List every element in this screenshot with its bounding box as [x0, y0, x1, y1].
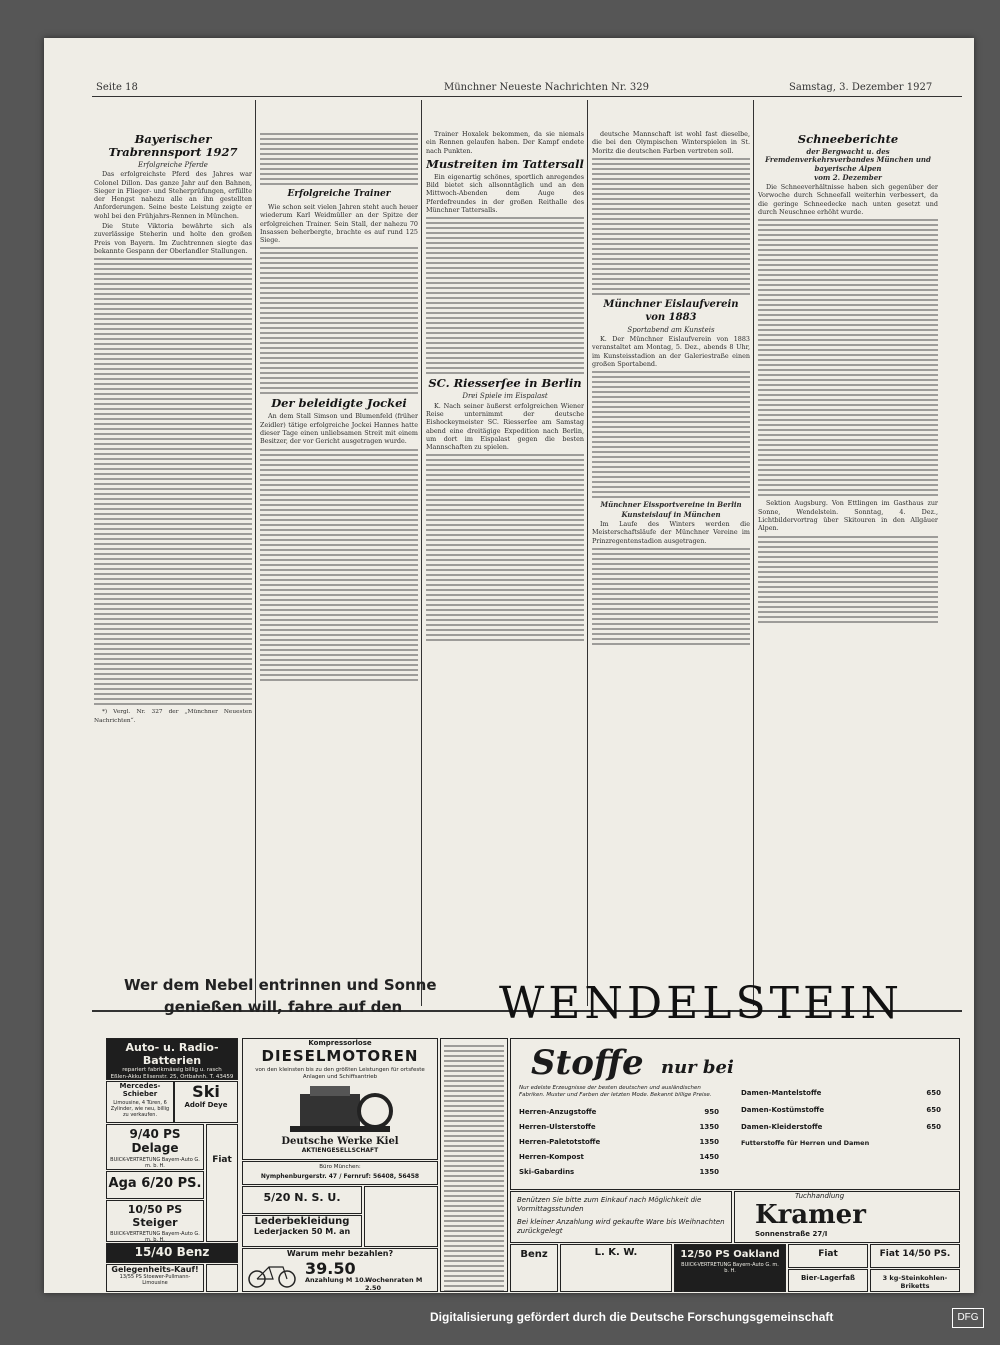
article-paragraph: Die Schneeverhältnisse haben sich gegenüber der Vorwoche durch Schneefall weiterhin verbessert, da die geringe Schneedecke nach unten gesetzt und durch Neuschnee erhöht wurde. — [758, 183, 938, 217]
ad-lederbekleidung — [242, 1215, 362, 1247]
section-subheading: Sportabend am Kunsteis — [627, 325, 715, 334]
article-text-block — [592, 371, 750, 498]
ad-kramer-brand — [734, 1191, 960, 1243]
ad-dieselmotoren — [242, 1038, 438, 1160]
newspaper-masthead: Münchner Neueste Nachrichten Nr. 329 — [444, 82, 649, 93]
section-heading: Erfolgreiche Trainer — [287, 189, 391, 199]
ad-aga — [106, 1171, 204, 1199]
ad-stoffe-kramer — [510, 1038, 960, 1190]
ad-firm-suffix: AKTIENGESELLSCHAFT — [301, 1147, 379, 1154]
ad-fahrrad — [242, 1248, 438, 1292]
ad-delage — [106, 1124, 204, 1170]
ad-title: 10/50 PS Steiger — [127, 1203, 183, 1229]
womenswear-list — [741, 1085, 941, 1150]
ad-kicker: Kompressorlose — [308, 1039, 372, 1047]
ad-text: BUICK-VERTRETUNG Bayern-Auto G. m. b. H. — [110, 1231, 200, 1242]
ad-firm: Deutsche Werke Kiel — [281, 1136, 399, 1147]
wendelstein-banner — [104, 976, 964, 1036]
ad-stoffe-notice — [510, 1191, 732, 1243]
price-row: Futterstoffe für Herren und Damen — [741, 1139, 870, 1147]
ad-notice: Bei kleiner Anzahlung wird gekaufte Ware bis Weihnachten zurückgelegt — [517, 1218, 725, 1235]
ad-intro: Nur edelste Erzeugnisse der besten deutschen und ausländischen Fabriken. Muster und Farben der letzten Mode. Bekannt billige Preise. — [519, 1085, 712, 1098]
article-title: Bayerischer Trabrennsport 1927 — [108, 132, 238, 159]
article-text-block — [260, 133, 418, 185]
digitization-credit: Digitalisierung gefördert durch die Deutsche Forschungsgemeinschaft — [430, 1310, 834, 1324]
article-text-block — [758, 536, 938, 623]
ad-schieber — [106, 1081, 174, 1123]
ad-benz-2 — [510, 1244, 558, 1292]
article-paragraph: deutsche Mannschaft ist wohl fast dieselbe, die bei den Olympischen Winterspielen in St. Moritz die deutschen Farben vertreten soll. — [592, 130, 750, 155]
banner-line-1: Wer dem Nebel entrinnen und Sonne — [124, 976, 437, 994]
ad-title: Aga 6/20 PS. — [108, 1176, 202, 1191]
section-heading: Der beleidigte Jockei — [271, 396, 407, 411]
article-paragraph: Trainer Hoxalek bekommen, da sie niemals ein Rennen gelaufen haben. Der Kampf endete nach Punkten. — [426, 130, 584, 155]
ad-title: Mercedes-Schieber — [119, 1082, 161, 1098]
article-text-block — [758, 219, 938, 496]
section-heading: Mustreiten im Tattersall — [426, 156, 584, 171]
ad-price: 39.50 — [305, 1259, 356, 1278]
banner-line-2: genießen will, fahre auf den — [164, 998, 403, 1016]
section-subheading: Kunsteislauf in München — [621, 509, 721, 519]
section-subheading: Drei Spiele im Eispalast — [462, 392, 548, 401]
article-column-2 — [260, 130, 418, 1010]
article-text-block — [592, 548, 750, 645]
article-paragraph: K. Nach seiner äußerst erfolgreichen Wiener Reise unternimmt der deutsche Eishockeymeister SC. Riesserſee am Samstag abend eine dreitägige Expedition nach Berlin, um dort im Eispalast gegen die besten Mannschaften zu spielen. — [426, 401, 584, 452]
engine-illustration — [280, 1084, 400, 1134]
ad-title: 9/40 PS Delage — [129, 1127, 181, 1155]
article-column-3 — [426, 130, 584, 1010]
article-subtitle: Erfolgreiche Pferde — [138, 161, 208, 169]
ad-title: Fiat — [818, 1249, 838, 1259]
article-paragraph: Wie schon seit vielen Jahren steht auch heuer wiederum Karl Weidmüller an der Spitze der erfolgreichen Trainer. Sein Stall, der nahezu 70 Insassen beherbergte, brachte es auf rund 125 Siege. — [260, 203, 418, 245]
column-divider — [753, 100, 754, 1006]
ad-city: Büro München: — [319, 1164, 361, 1170]
ad-handlung: Tuchhandlung — [795, 1192, 845, 1200]
ad-title: Auto- u. Radio-Batterien — [125, 1041, 219, 1067]
menswear-list — [519, 1105, 719, 1180]
ad-lkw — [560, 1244, 672, 1292]
ad-brand: Kramer — [755, 1200, 866, 1230]
price-row: Ski-Gabardins 1350 — [519, 1168, 719, 1176]
ad-title: Lederbekleidung — [254, 1216, 350, 1227]
ad-firm: Eßlen-Akku Elisenstr. 25, Ortbahnh. T. 43459 — [110, 1073, 234, 1080]
ad-title: Ski — [192, 1082, 220, 1101]
ad-address: Nymphenburgerstr. 47 / Fernruf: 56408, 56458 — [260, 1172, 420, 1180]
section-heading: SC. Riesserſee in Berlin — [428, 376, 582, 391]
article-column-4 — [592, 130, 750, 1010]
article-paragraph: Ein eigenartig schönes, sportlich anregendes Bild bietet sich allsonntäglich und an den Mittwoch-Abenden dem Auge des Pferdefreundes in der großen Reithalle des Münchner Tattersalls. — [426, 172, 584, 215]
listing-text — [441, 1039, 507, 1292]
section-subheading: Münchner Eissportvereine in Berlin — [600, 500, 742, 510]
article-paragraph: Sektion Augsburg. Von Ettlingen im Gasthaus zur Sonne, Wendelstein. Sonntag, 4. Dez., Lichtbildervortrag über Skitouren in den Allgäuer Alpen. — [758, 499, 938, 533]
section-subheading: der Bergwacht u. des Fremdenverkehrsverbandes München und bayerische Alpen — [765, 147, 931, 173]
ad-title: 15/40 Benz — [134, 1245, 210, 1259]
ad-title: Benz — [520, 1249, 548, 1260]
ad-ski — [174, 1081, 238, 1123]
ad-diesel-address — [242, 1161, 438, 1185]
price-row: Herren-Anzugstoffe 950 — [519, 1108, 719, 1116]
ad-title: DIESELMOTOREN — [261, 1047, 419, 1065]
column-divider — [421, 100, 422, 1006]
ad-title: 5/20 N. S. U. — [263, 1191, 341, 1204]
report-date: vom 2. Dezember — [814, 172, 882, 182]
price-row: Damen-Kleiderstoffe 650 — [741, 1123, 941, 1131]
article-paragraph: K. Der Münchner Eislaufverein von 1883 veranstaltet am Montag, 5. Dez., abends 8 Uhr, im Kunsteisstadion an der Galeriestraße einen großen Sportabend. — [592, 335, 750, 369]
ad-title: 3 kg-Steinkohlen-Briketts — [882, 1274, 948, 1290]
ad-title: Stoffe — [531, 1043, 644, 1083]
article-column-5 — [758, 130, 938, 1010]
bicycle-illustration — [247, 1261, 297, 1289]
ad-oakland — [674, 1244, 786, 1292]
ad-title: Bier-Lagerfaß — [800, 1274, 856, 1282]
banner-headline: WENDELSTEIN — [499, 978, 903, 1029]
article-text-block — [94, 258, 252, 705]
ad-subtitle: Lederjacken 50 M. an — [253, 1227, 351, 1236]
article-paragraph: Das erfolgreichste Pferd des Jahres war Colonel Dillon. Das ganze Jahr auf den Bahnen, Sieger in Flieger- und Steherprüfungen, erfüllte der Hengst nahezu alle an ihn gestellten Anforderungen. Seine beste Leistung zeigte er wohl bei den Frühjahrs-Rennen in München. — [94, 170, 252, 220]
ad-fiat-14-50 — [870, 1244, 960, 1268]
section-heading: Münchner Eislaufverein von 1883 — [603, 298, 739, 323]
article-paragraph: An dem Stall Simson und Blumenfeld (früher Zeidler) tätige erfolgreiche Jockei Hannes hatte dieser Tage einen unliebsamen Streit mit einem Besitzer, der vor Gericht ausgetragen wurde. — [260, 412, 418, 446]
ad-briketts — [870, 1269, 960, 1292]
header-rule — [92, 96, 962, 97]
ad-installment: Anzahlung M 10.– — [305, 1276, 370, 1284]
ad-title: Fiat 14/50 PS. — [879, 1249, 951, 1259]
ad-fiat-small — [206, 1124, 238, 1242]
ad-nsu — [242, 1186, 362, 1214]
newspaper-page — [44, 38, 974, 1293]
article-column-1 — [94, 130, 252, 1010]
ad-bierlager — [788, 1269, 868, 1292]
ad-title: L. K. W. — [594, 1247, 638, 1258]
ad-benz — [106, 1243, 238, 1263]
ad-weekly-rate: Wochenraten M 2.50 — [365, 1276, 423, 1292]
article-text-block — [260, 449, 418, 681]
article-text-block — [426, 454, 584, 641]
section-heading: Schneeberichte — [797, 132, 899, 146]
ad-car-listings — [440, 1038, 508, 1292]
ad-steiger — [106, 1200, 204, 1242]
article-paragraph: Die Stute Viktoria bewährte sich als zuverlässige Steherin und holte den großen Preis von Bayern. Im Zuchtrennen siegte das bekannte Gespann der Oberlandler Stallungen. — [94, 222, 252, 255]
ad-text: BUICK-VERTRETUNG Bayern-Auto G. m. b. H. — [681, 1262, 779, 1274]
ad-title: Warum mehr bezahlen? — [286, 1249, 394, 1258]
ad-firm: Adolf Deye — [184, 1101, 228, 1109]
price-row: Damen-Mantelstoffe 650 — [741, 1089, 941, 1097]
ad-address: Sonnenstraße 27/I — [755, 1230, 828, 1238]
price-row: Herren-Kompost 1450 — [519, 1153, 719, 1161]
ad-autoreifen — [364, 1186, 438, 1247]
ad-gelegenheit — [106, 1264, 204, 1292]
ad-fiat-2 — [788, 1244, 868, 1268]
ad-mercedes — [206, 1264, 238, 1292]
issue-date: Samstag, 3. Dezember 1927 — [789, 82, 933, 93]
article-text-block — [592, 158, 750, 295]
ad-title: Gelegenheits-Kauf! — [111, 1265, 199, 1274]
price-row: Herren-Paletotstoffe 1350 — [519, 1138, 719, 1146]
ad-notice: Benützen Sie bitte zum Einkauf nach Möglichkeit die Vormittagsstunden — [517, 1196, 702, 1213]
dfg-logo: DFG — [952, 1308, 984, 1328]
ad-text: von den kleinsten bis zu den größten Leistungen für ortsfeste Anlagen und Schiffsantrieb — [255, 1067, 425, 1080]
article-paragraph: Im Laufe des Winters werden die Meisterschaftsläufe der Münchner Vereine im Prinzregentenstadion ausgetragen. — [592, 519, 750, 545]
ad-battery — [106, 1038, 238, 1080]
column-divider — [255, 100, 256, 1006]
ad-text: repariert fabrikmässig billig u. rasch — [122, 1067, 222, 1073]
page-number: Seite 18 — [96, 82, 138, 93]
article-footnote: *) Vergl. Nr. 327 der „Münchner Neuesten Nachrichten“. — [94, 709, 252, 724]
price-row: Damen-Kostümstoffe 650 — [741, 1106, 941, 1114]
ad-title-suffix: nur bei — [661, 1057, 734, 1078]
ad-text: 13/55 PS Stoewer-Pullmann-Limousine — [119, 1274, 191, 1286]
ad-title: Fiat — [212, 1155, 232, 1165]
ad-title: 12/50 PS Oakland — [680, 1249, 780, 1260]
column-divider — [587, 100, 588, 1006]
article-text-block — [260, 247, 418, 394]
ad-text: Limousine, 4 Türen, 6 Zylinder, wie neu, billig zu verkaufen. — [110, 1100, 170, 1118]
ad-text: BUICK-VERTRETUNG Bayern-Auto G. m. b. H. — [110, 1157, 200, 1169]
price-row: Herren-Ulsterstoffe 1350 — [519, 1123, 719, 1131]
article-text-block — [426, 217, 584, 374]
